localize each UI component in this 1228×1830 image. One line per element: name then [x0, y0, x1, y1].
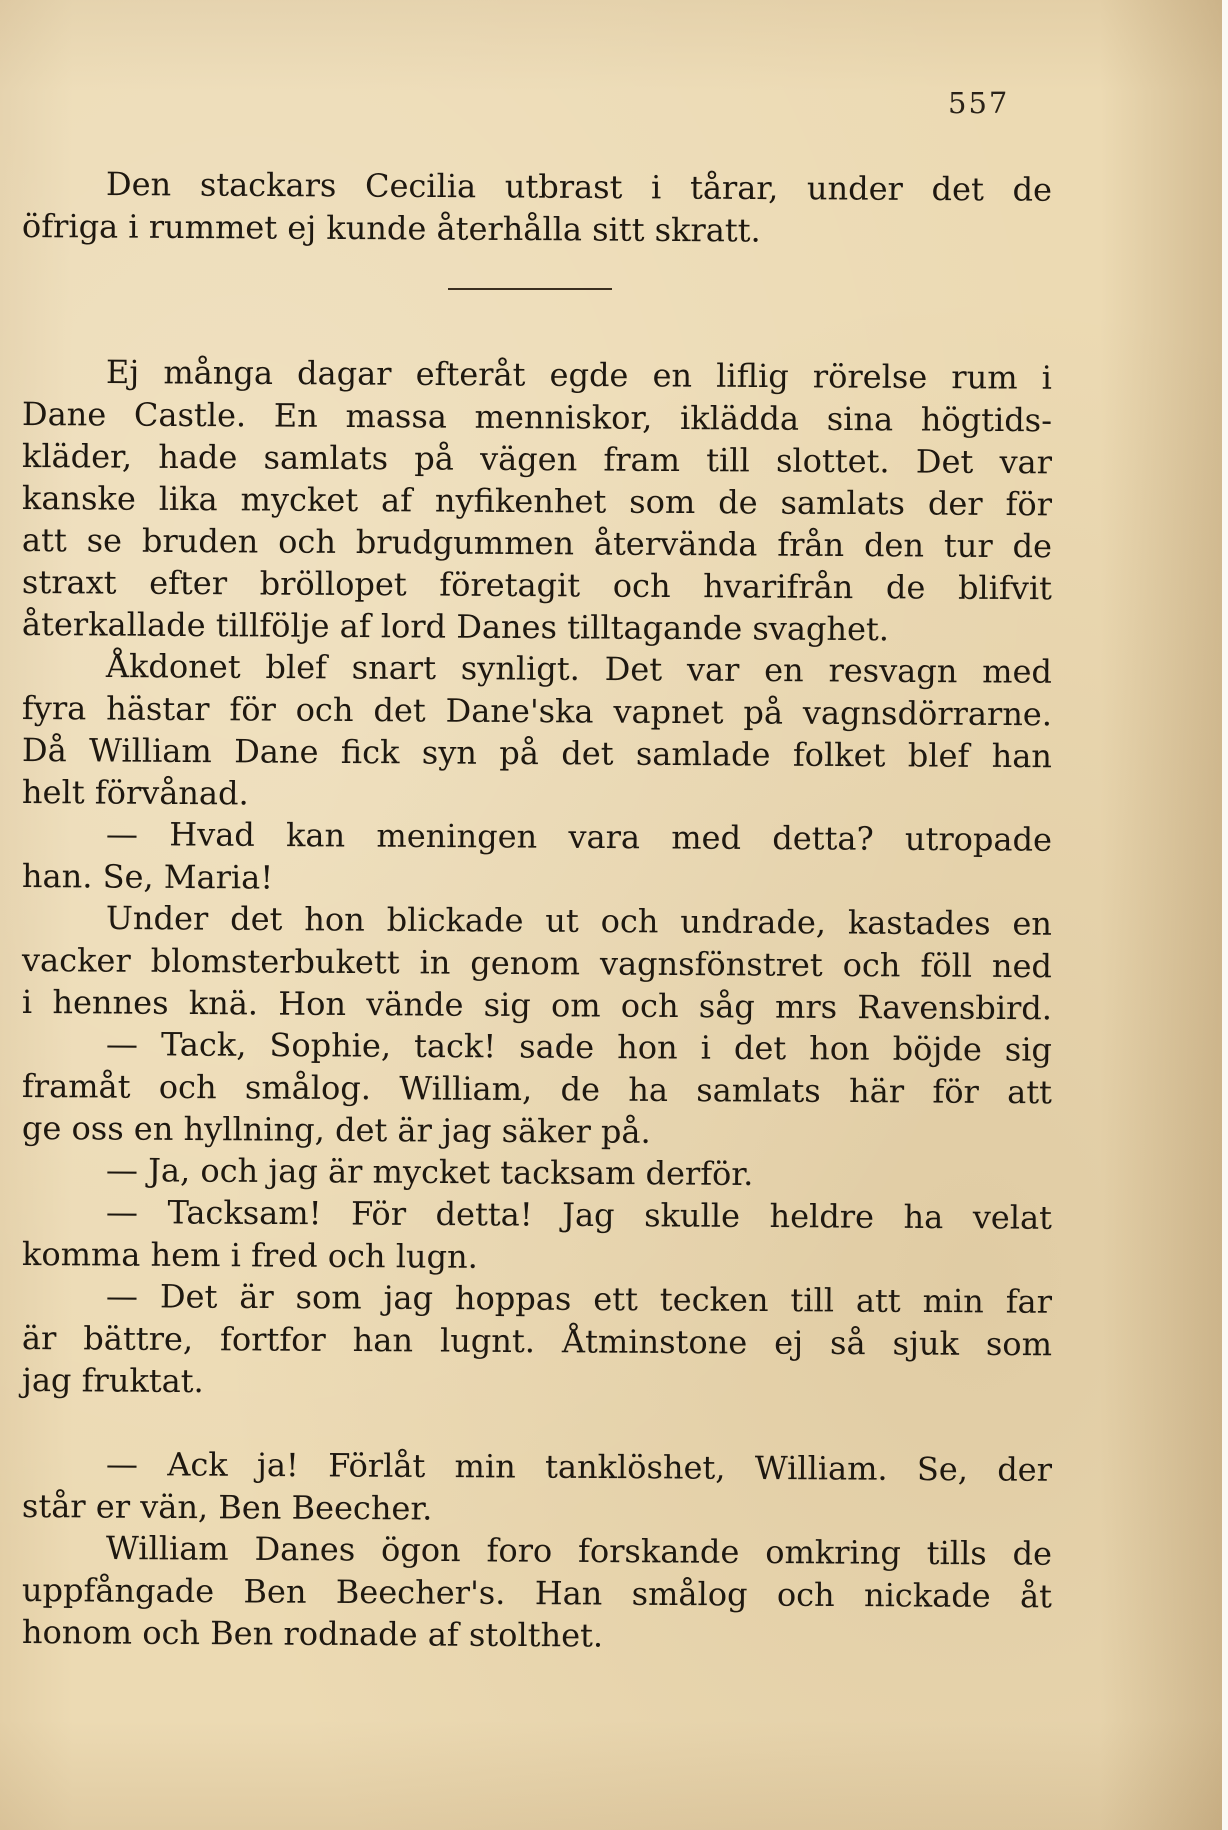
text-line: vacker blomsterbukett in genom vagnsfönstret och föll ned	[21, 941, 1053, 986]
text-line: honom och Ben rodnade af stolthet.	[21, 1613, 604, 1655]
text-line: komma hem i fred och lugn.	[21, 1235, 478, 1276]
text-line: öfriga i rummet ej kunde återhålla sitt skratt.	[21, 207, 761, 250]
text-line: i hennes knä. Hon vände sig om och såg mrs Ravensbird.	[21, 983, 1053, 1028]
text-line: Då William Dane fick syn på det samlade folket blef han	[21, 731, 1053, 776]
text-line: att se bruden och brudgummen återvända från den tur de	[21, 521, 1053, 566]
text-line: straxt efter bröllopet företagit och hvarifrån de blifvit	[21, 563, 1053, 608]
text-line: framåt och smålog. William, de ha samlats här för att	[21, 1067, 1053, 1112]
text-line: — Hvad kan meningen vara med detta? utropade	[105, 815, 1053, 859]
text-line: helt förvånad.	[21, 773, 249, 813]
text-line: uppfångade Ben Beecher's. Han smålog och nickade åt	[21, 1571, 1053, 1616]
text-line: William Danes ögon foro forskande omkring tills de	[105, 1529, 1053, 1573]
text-line: Den stackars Cecilia utbrast i tårar, under det de	[105, 165, 1053, 209]
text-line: — Det är som jag hoppas ett tecken till att min far	[105, 1277, 1053, 1321]
text-line: — Tack, Sophie, tack! sade hon i det hon böjde sig	[105, 1025, 1053, 1069]
text-line: kanske lika mycket af nyfikenhet som de samlats der för	[21, 479, 1053, 524]
text-line: Ej många dagar efteråt egde en liflig rörelse rum i	[105, 353, 1053, 397]
text-line: är bättre, fortfor han lugnt. Åtminstone ej så sjuk som	[21, 1319, 1053, 1364]
text-line: Åkdonet blef snart synligt. Det var en resvagn med	[105, 647, 1053, 691]
text-line: han. Se, Maria!	[21, 857, 274, 897]
text-line: — Ack ja! Förlåt min tanklöshet, William. Se, der	[105, 1445, 1053, 1489]
text-line: kläder, hade samlats på vägen fram till slottet. Det var	[21, 437, 1053, 482]
text-line: Under det hon blickade ut och undrade, kastades en	[105, 899, 1053, 943]
text-line: fyra hästar för och det Dane'ska vapnet på vagnsdörrarne.	[21, 689, 1053, 734]
text-line: ge oss en hyllning, det är jag säker på.	[21, 1109, 651, 1151]
text-line: — Tacksam! För detta! Jag skulle heldre ha velat	[105, 1193, 1053, 1237]
text-line: — Ja, och jag är mycket tacksam derför.	[105, 1151, 754, 1193]
text-line: återkallade tillfölje af lord Danes tilltagande svaghet.	[21, 605, 890, 649]
text-line: står er vän, Ben Beecher.	[21, 1487, 433, 1528]
text-line: jag fruktat.	[21, 1361, 204, 1401]
text-line: Dane Castle. En massa menniskor, iklädda sina högtids-	[21, 395, 1053, 440]
section-divider	[448, 288, 612, 290]
page-number: 557	[948, 86, 1010, 120]
